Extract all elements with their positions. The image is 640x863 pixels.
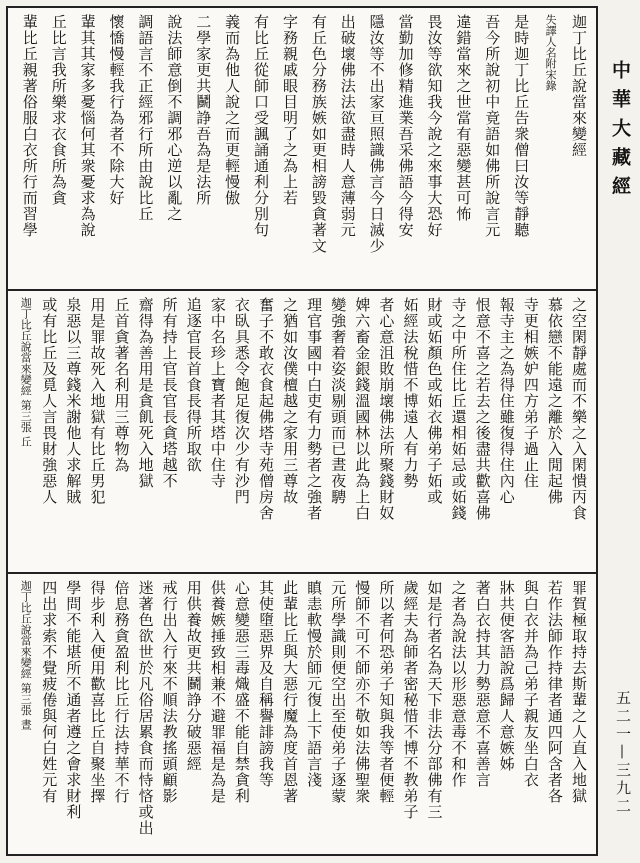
page-number: 五二一—三九二 [614,690,632,816]
text-column: 懷憍慢輕我行為者不除大好 [107,14,126,206]
text-column: 隱汝等不出家亘照識佛言今日滅少 [367,14,386,254]
text-column: 用供養故更共鬭諍分破惡經 [184,580,203,772]
text-column: 牀共便客語說爲歸人意嫉姊 [497,580,516,772]
text-column: 戒行出入行來不順法教搖頭顧影 [160,580,179,804]
text-column: 吾今所說初中竟語如佛所說言元 [483,14,502,238]
text-column: 用是罪故死入地獄有比丘男犯 [88,297,107,505]
text-column: 家中名珍上寶者其塔中住寺 [208,297,227,489]
text-column: 得步利入便用歡喜比丘自聚坐擇 [88,580,107,804]
scripture-page [6,6,598,856]
panel-lower [8,574,596,854]
text-column: 之者為說法以形惡意毒不和作 [449,580,468,788]
text-column: 有丘色分務族嫉如更相謗毀貪著文 [309,14,328,254]
text-columns [14,14,590,283]
text-column: 瞋恚軟慢於師元復上下語言淺 [305,580,324,788]
text-column: 奮子不敢衣食起佛塔寺苑僧房舍 [256,297,275,521]
text-column: 學問不能堪所不通者遵之會求財利 [64,580,83,820]
panel-middle [8,291,596,574]
text-column: 罪賀極取持去斯輩之人直入地獄 [570,580,588,804]
text-column: 所以者何恐弟子知與我等者便輕 [377,580,396,804]
text-column: 是時迦丁比丘告衆僧曰汝等靜聽 [512,14,531,238]
text-column: 者心意沮敗崩壞佛法所聚錢財奴 [377,297,396,521]
text-column: 供養嫉捶致相兼不避罪福是為是 [208,580,227,804]
text-column: 出破壞佛法法欲盡時人意薄弱元 [338,14,357,238]
text-column: 說法師意倒不調邪心逆以亂之 [165,14,184,222]
text-column: 著白衣持其力勢惡意不喜善言 [473,580,492,788]
text-column: 理官事國中白吏有力勢者之強者 [305,297,324,521]
text-column: 之空閑靜處而不樂之入閑憒丙食 [570,297,588,521]
text-column: 泉惡以三尊錢米謝他人求解賊 [64,297,83,505]
text-column: 迷著色欲世於凡俗居累食而恃悋或出 [136,580,155,836]
text-column: 報寺主之為得住雖復得住內心 [497,297,516,505]
text-column: 違錯當來之世當有惡變甚可怖 [454,14,473,222]
text-column: 義而為他人說之而更輕慢傲 [223,14,242,206]
text-column: 若作法師作持律者通四阿含者各 [545,580,564,804]
text-column: 如是行者名為天下非法分部佛有三 [425,580,444,820]
text-columns [14,297,590,566]
text-column: 心意變惡三毒熾盛不能自禁貪利 [232,580,251,804]
text-column: 齋得為善用是貪飢死入地獄 [136,297,155,489]
text-column: 與白衣并為己弟子親友坐白衣 [521,580,540,788]
text-column: 婢六畜金銀錢溫國林以此為上白 [353,297,372,521]
collection-title: 中華大藏經 [609,60,631,205]
text-column: 寺更相嫉妒四方弟子過止住 [521,297,540,489]
text-column: 其使墮惡界及自稱譽誹謗我等 [256,580,275,788]
text-column: 恨意不喜之若去之後盡共歡喜佛 [473,297,492,521]
text-column: 有比丘從師口受諷誦通利分別句 [252,14,271,238]
text-column: 或有比丘及覓人言畏財強惡人 [40,297,59,505]
text-column: 所有持上官長官長貪塔越不 [160,297,179,489]
text-column: 字務親戚眼目明了之為上若 [280,14,299,206]
text-column: 二學家更共鬭諍吾為是法所 [194,14,213,206]
text-column: 畏汝等欲知我今說之來事大恐好 [425,14,444,238]
text-column: 追逐官長首食長得所取欲 [184,297,203,473]
text-column: 當勤加修精進業吾采佛語今得安 [396,14,415,238]
text-column: 迦丁比丘說當來變經 第三張 丘 [19,297,33,447]
text-column: 衣臥具悉令飽足復次少有沙門 [232,297,251,505]
panel-upper [8,8,596,291]
text-column: 慢師不可不師亦不敬如法佛聖衆 [353,580,372,804]
text-column: 寺之中所住比丘還相妬忌或妬錢 [449,297,468,521]
text-column: 輩其其家多憂惱何其衆憂求為說 [78,14,97,238]
text-column: 失譯人名附宋錄 [544,14,558,91]
text-columns [14,580,590,848]
text-column: 調語言不正經邪行所由說比丘 [136,14,155,222]
text-column: 變強奢着姿淡剔頭而已晝夜騁 [329,297,348,505]
text-column: 此輩比丘與大惡行魔為度首恩著 [281,580,300,804]
text-column: 慕依戀不能遠之離於入閒起佛 [545,297,564,505]
text-column: 迦丁比丘說當來變經 [570,14,588,158]
text-column: 四出求索不覺疲倦與何白姓元有 [40,580,59,804]
text-column: 倍息務貪盈利比丘行法持華不行 [112,580,131,804]
text-column: 輩比丘親著俗服白衣所行而習學 [20,14,39,238]
text-column: 丘首貪著名利用三尊物為 [112,297,131,473]
text-column: 元所學識則便空出至使弟子逐蒙 [329,580,348,804]
text-column: 之猶如汝僕檀越之家用三尊故 [281,297,300,505]
text-column: 妬經法稅惜不博遠人有力勢 [401,297,420,489]
text-column: 財或妬顏色或妬衣佛弟子妬或 [425,297,444,505]
text-column: 迦丁比丘說當來變經 第三張 晝 [19,580,33,730]
text-column: 丘比言我所樂求衣食所為貪 [49,14,68,206]
text-column: 歲經夫為師者密秘惜不博不教弟子 [401,580,420,820]
